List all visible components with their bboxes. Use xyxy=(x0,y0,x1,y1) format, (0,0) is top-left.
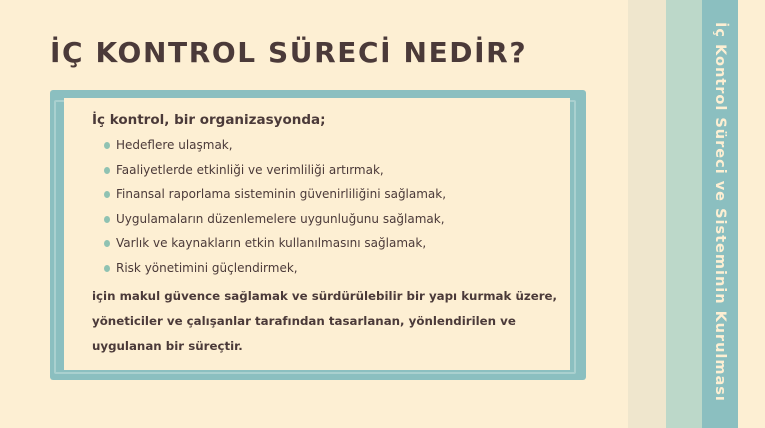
list-item-text: Uygulamaların düzenlemelere uygunluğunu sağlamak, xyxy=(116,211,445,226)
decor-stripe-edge xyxy=(738,0,765,428)
side-title: İç Kontrol Süreci ve Sisteminin Kurulması xyxy=(712,22,728,402)
list-item xyxy=(116,236,570,261)
list-item xyxy=(116,163,570,188)
decor-stripe-mint xyxy=(666,0,702,428)
list-item xyxy=(116,187,570,212)
bullet-dot-icon xyxy=(104,191,110,198)
content-body xyxy=(90,112,570,285)
decor-stripe-cream xyxy=(628,0,666,428)
intro-text: İç kontrol, bir organizasyonda; xyxy=(92,112,326,128)
bullet-dot-icon xyxy=(104,265,110,272)
bullet-dot-icon xyxy=(104,142,110,149)
closing-line: için makul güvence sağlamak ve sürdürülebilir bir yapı kurmak üzere, xyxy=(92,289,558,303)
closing-paragraph xyxy=(92,284,572,359)
list-item-text: Finansal raporlama sisteminin güvenirliliğini sağlamak, xyxy=(116,187,447,201)
bullet-list xyxy=(90,138,570,285)
bullet-dot-icon xyxy=(104,240,110,247)
list-item xyxy=(116,138,570,163)
closing-line: uygulanan bir süreçtir. xyxy=(92,339,243,353)
closing-line: yöneticiler ve çalışanlar tarafından tasarlanan, yönlendirilen ve xyxy=(92,314,516,328)
list-item-text: Varlık ve kaynakların etkin kullanılmasını sağlamak, xyxy=(116,236,427,250)
list-item xyxy=(116,212,570,237)
bullet-dot-icon xyxy=(104,167,110,174)
page-title: İÇ KONTROL SÜRECİ NEDİR? xyxy=(50,36,528,69)
list-item-text: Risk yönetimini güçlendirmek, xyxy=(116,260,298,275)
list-item-text: Hedeflere ulaşmak, xyxy=(116,138,233,152)
list-item xyxy=(116,261,570,286)
bullet-dot-icon xyxy=(104,216,110,223)
list-item-text: Faaliyetlerde etkinliği ve verimliliği artırmak, xyxy=(116,162,384,177)
